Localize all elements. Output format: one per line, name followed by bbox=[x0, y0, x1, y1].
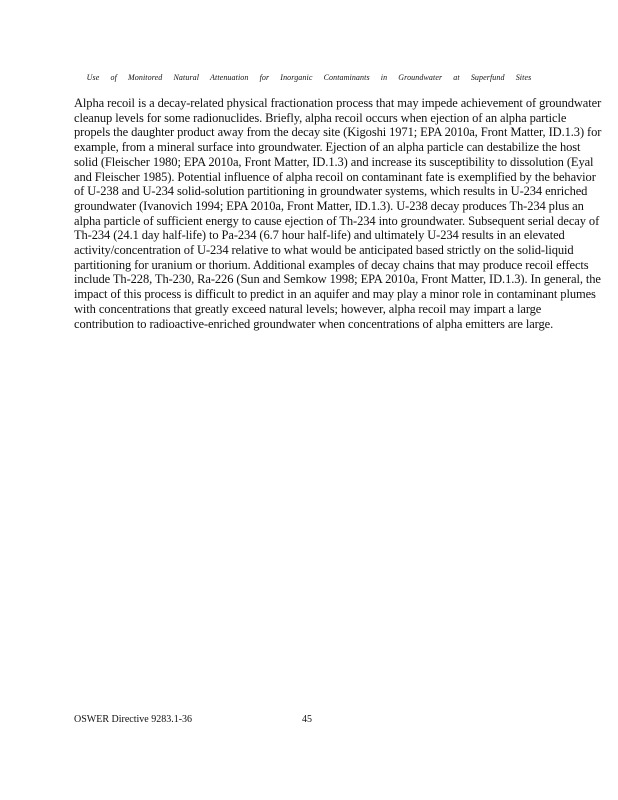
running-header: Use of Monitored Natural Attenuation for Inorganic Contaminants in Groundwater at Superfund Sites bbox=[86, 73, 532, 82]
footer-directive-number: OSWER Directive 9283.1-36 bbox=[74, 714, 193, 725]
body-paragraph: Alpha recoil is a decay-related physical fractionation process that may impede achievement of groundwater cleanup levels for some radionuclides. Briefly, alpha recoil occurs when ejection of an alpha particle propels the daughter product away from the decay site (Kigoshi 1971; EPA 2010a, Front Matter, ID.1.3) for example, from a mineral surface into groundwater. Ejection of an alpha particle can destabilize the host solid (Fleischer 1980; EPA 2010a, Front Matter, ID.1.3) and increase its susceptibility to dissolution (Eyal and Fleischer 1985). Potential influence of alpha recoil on contaminant fate is exemplified by the behavior of U-238 and U-234 solid-solution partitioning in groundwater systems, which results in U-234 enriched groundwater (Ivanovich 1994; EPA 2010a, Front Matter, ID.1.3). U-238 decay produces Th-234 plus an alpha particle of sufficient energy to cause ejection of Th-234 into groundwater. Subsequent serial decay of Th-234 (24.1 day half-life) to Pa-234 (6.7 hour half-life) and ultimately U-234 results in an elevated activity/concentration of U-234 relative to what would be anticipated based strictly on the solid-liquid partitioning for uranium or thorium. Additional examples of decay chains that may produce recoil effects include Th-228, Th-230, Ra-226 (Sun and Semkow 1998; EPA 2010a, Front Matter, ID.1.3). In general, the impact of this process is difficult to predict in an aquifer and may play a minor role in contaminant plumes with concentrations that greatly exceed natural levels; however, alpha recoil may impart a large contribution to radioactive-enriched groundwater when concentrations of alpha emitters are large. bbox=[74, 96, 602, 331]
page-number: 45 bbox=[302, 714, 312, 725]
